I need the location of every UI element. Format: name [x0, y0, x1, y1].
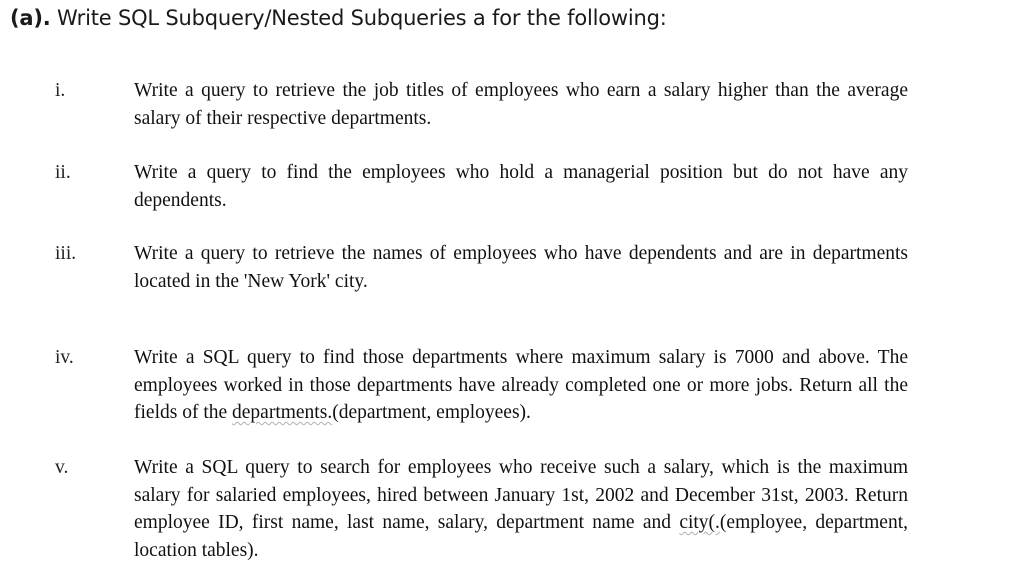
question-text-main: Write a SQL query to find those departments where maximum salary is 7000 and above. The employees worked in those departments have already completed one or more jobs. Return all the fields of the — [134, 347, 908, 423]
question-text — [134, 454, 908, 564]
question-text-main: Write a SQL query to search for employees who receive such a salary, which is the maximum salary for salaried employees, hired between January 1st, 2002 and December 31st, 2003. Return employee ID, first name, last name, salary, department name and — [134, 457, 908, 533]
question-text-tail: (employee, department, location tables). — [134, 512, 908, 561]
question-numeral: iv. — [55, 347, 74, 368]
question-numeral: ii. — [55, 162, 71, 183]
spellcheck-flagged-word: departments. — [232, 402, 333, 423]
question-numeral: i. — [55, 80, 66, 101]
exercise-heading — [10, 6, 667, 30]
spellcheck-flagged-word: city(. — [679, 512, 720, 533]
question-text: Write a query to retrieve the job titles of employees who earn a salary higher than the average salary of their respective departments. — [134, 80, 908, 129]
question-text-tail: (department, employees). — [332, 402, 531, 423]
question-text: Write a query to retrieve the names of employees who have dependents and are in departments located in the 'New York' city. — [134, 243, 908, 292]
exercise-label: (a). — [10, 6, 51, 30]
exercise-title: Write SQL Subquery/Nested Subqueries a for the following: — [50, 6, 667, 30]
question-text: Write a query to find the employees who hold a managerial position but do not have any dependents. — [134, 162, 908, 211]
question-text — [134, 344, 908, 427]
question-numeral: v. — [55, 457, 69, 478]
question-numeral: iii. — [55, 243, 77, 264]
